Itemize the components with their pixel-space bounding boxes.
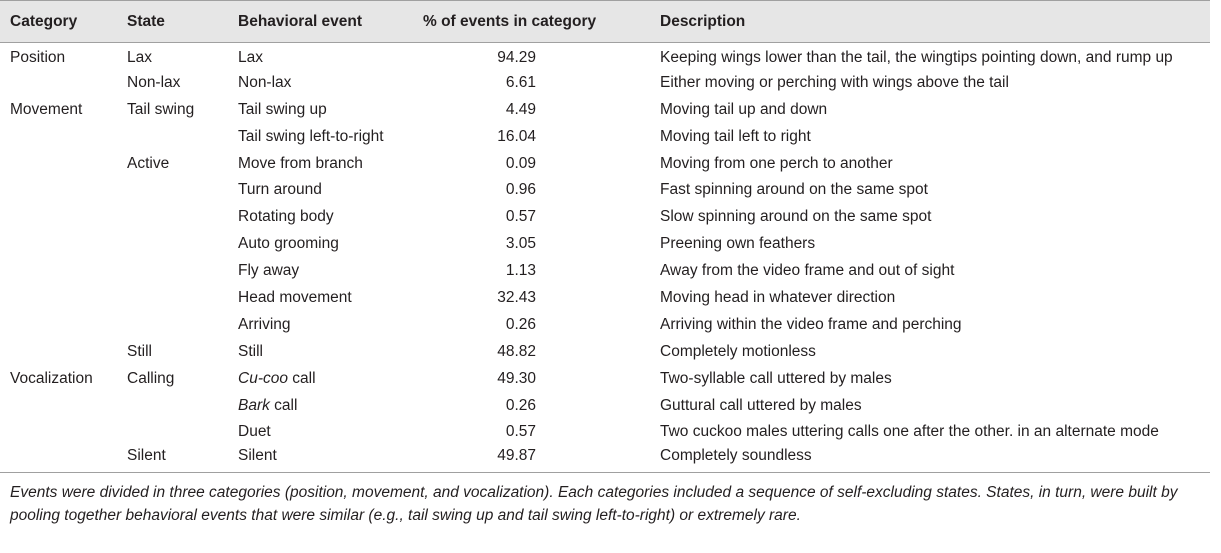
event-italic-name: Bark <box>238 396 270 414</box>
cell-description: Moving tail up and down <box>660 100 828 118</box>
cell-behavioral-event <box>228 392 413 419</box>
cell-category <box>0 123 117 150</box>
cell-behavioral-event: Still <box>238 342 263 360</box>
table-row <box>0 96 1210 123</box>
cell-description: Away from the video frame and out of sight <box>660 262 955 280</box>
table-footnote: Events were divided in three categories (position, movement, and vocalization). Each categories included a sequence of self-excluding states. States, in turn, were built by pooling together behavioral events that were similar (e.g., tail swing up and tail swing left-to-right) or extremely rare. <box>10 484 1178 525</box>
table-row <box>0 311 1210 338</box>
cell-behavioral-event: Tail swing left-to-right <box>238 127 384 145</box>
table-row <box>0 204 1210 231</box>
cell-description: Fast spinning around on the same spot <box>660 181 928 199</box>
cell-percent: 48.82 <box>497 342 536 360</box>
cell-percent: 0.26 <box>505 396 536 414</box>
cell-description: Arriving within the video frame and perching <box>660 315 962 333</box>
cell-category <box>0 392 117 419</box>
table-body <box>0 43 1210 473</box>
table-header <box>0 1 1210 43</box>
cell-percent: 94.29 <box>497 49 536 67</box>
table-row <box>0 150 1210 177</box>
table-row <box>0 365 1210 392</box>
cell-category <box>0 419 117 446</box>
cell-percent: 0.09 <box>505 154 536 172</box>
table-row <box>0 43 1210 70</box>
cell-category <box>0 285 117 312</box>
table-row <box>0 258 1210 285</box>
cell-category <box>0 311 117 338</box>
cell-percent: 0.57 <box>505 208 536 226</box>
table-row <box>0 446 1210 473</box>
header-behavioral-event: Behavioral event <box>228 1 413 43</box>
cell-state: Silent <box>117 446 228 473</box>
cell-state: Still <box>127 342 152 360</box>
cell-behavioral-event: Fly away <box>238 262 300 280</box>
table-row <box>0 123 1210 150</box>
cell-state: Calling <box>127 369 175 387</box>
cell-percent: 32.43 <box>497 288 536 306</box>
cell-description: Completely motionless <box>660 342 816 360</box>
cell-behavioral-event: Lax <box>238 49 263 67</box>
table-row <box>0 69 1210 96</box>
cell-state <box>117 285 228 312</box>
cell-state <box>117 311 228 338</box>
cell-description: Either moving or perching with wings above the tail <box>660 73 1009 91</box>
cell-category <box>0 150 117 177</box>
cell-category <box>0 204 117 231</box>
cell-description: Preening own feathers <box>660 235 816 253</box>
table-row <box>0 338 1210 365</box>
cell-percent: 16.04 <box>497 127 536 145</box>
header-row <box>0 1 1210 43</box>
cell-category <box>0 446 117 473</box>
cell-state: Active <box>127 154 170 172</box>
table-row <box>0 231 1210 258</box>
table-row <box>0 419 1210 446</box>
cell-percent: 49.30 <box>497 369 536 387</box>
cell-description: Guttural call uttered by males <box>660 396 862 414</box>
cell-state <box>117 419 228 446</box>
event-italic-name: Cu-coo <box>238 369 288 387</box>
table-row <box>0 177 1210 204</box>
cell-description: Completely soundless <box>650 446 1210 473</box>
cell-state: Tail swing <box>127 100 195 118</box>
cell-category: Position <box>10 49 66 67</box>
event-suffix: call <box>269 396 298 414</box>
cell-behavioral-event: Auto grooming <box>238 235 339 253</box>
table-row <box>0 392 1210 419</box>
cell-state <box>117 231 228 258</box>
cell-state: Lax <box>127 49 152 67</box>
header-category: Category <box>0 1 117 43</box>
cell-description: Slow spinning around on the same spot <box>660 208 932 226</box>
cell-behavioral-event: Head movement <box>238 288 352 306</box>
cell-description: Moving tail left to right <box>660 127 811 145</box>
cell-percent: 0.26 <box>505 315 536 333</box>
cell-category: Vocalization <box>10 369 93 387</box>
cell-state <box>117 177 228 204</box>
cell-behavioral-event: Arriving <box>238 315 291 333</box>
cell-description: Moving head in whatever direction <box>660 288 896 306</box>
cell-behavioral-event: Rotating body <box>238 208 334 226</box>
cell-description: Two-syllable call uttered by males <box>660 369 892 387</box>
cell-description: Two cuckoo males uttering calls one after the other. in an alternate mode <box>660 423 1159 441</box>
cell-percent: 0.96 <box>505 181 536 199</box>
cell-behavioral-event: Duet <box>238 423 271 441</box>
cell-percent: 1.13 <box>505 262 536 280</box>
cell-state: Non-lax <box>127 73 181 91</box>
cell-description: Keeping wings lower than the tail, the wingtips pointing down, and rump up <box>660 49 1173 67</box>
header-description: Description <box>650 1 1210 43</box>
cell-category <box>0 231 117 258</box>
cell-category <box>0 338 117 365</box>
cell-description: Moving from one perch to another <box>660 154 893 172</box>
cell-category <box>0 258 117 285</box>
cell-state <box>117 123 228 150</box>
cell-category <box>0 69 117 96</box>
cell-behavioral-event <box>228 365 413 392</box>
header-state: State <box>117 1 228 43</box>
cell-category: Movement <box>10 100 83 118</box>
cell-percent: 3.05 <box>505 235 536 253</box>
cell-percent: 0.57 <box>505 423 536 441</box>
cell-state <box>117 204 228 231</box>
cell-percent: 49.87 <box>413 446 650 473</box>
cell-behavioral-event: Silent <box>228 446 413 473</box>
event-suffix: call <box>287 369 316 387</box>
cell-behavioral-event: Tail swing up <box>238 100 327 118</box>
cell-percent: 6.61 <box>505 73 536 91</box>
cell-state <box>117 392 228 419</box>
header-percent-events: % of events in category <box>413 1 650 43</box>
cell-state <box>117 258 228 285</box>
cell-category <box>0 177 117 204</box>
cell-percent: 4.49 <box>505 100 536 118</box>
cell-behavioral-event: Non-lax <box>238 73 292 91</box>
cell-behavioral-event: Turn around <box>238 181 322 199</box>
cell-behavioral-event: Move from branch <box>238 154 363 172</box>
table-row <box>0 285 1210 312</box>
